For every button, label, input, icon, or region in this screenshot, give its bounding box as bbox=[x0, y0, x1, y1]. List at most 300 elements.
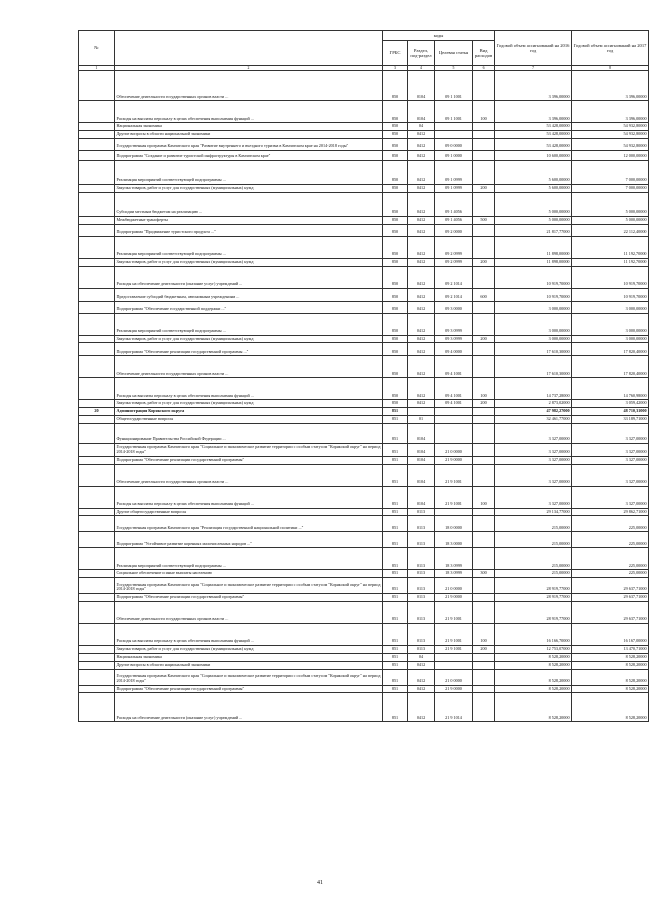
row-number bbox=[79, 669, 115, 685]
row-name: Социальное обеспечение и иные выплаты населению bbox=[115, 570, 383, 578]
row-section: 0113 bbox=[408, 532, 435, 548]
row-sum-2017: 225,00000 bbox=[572, 516, 649, 532]
row-name: Обеспечение деятельности государственных органов власти ... bbox=[115, 464, 383, 486]
row-sum-2017: 7 000,00000 bbox=[572, 185, 649, 193]
row-sum-2017: 3 396,00000 bbox=[572, 71, 649, 101]
row-number bbox=[79, 258, 115, 266]
row-section: 0412 bbox=[408, 236, 435, 258]
row-section: 0412 bbox=[408, 266, 435, 288]
row-number bbox=[79, 443, 115, 456]
row-sum-2016: 3 000,00000 bbox=[495, 313, 572, 335]
row-name: Подпрограмма "Обеспечение государственной поддержки ..." bbox=[115, 301, 383, 313]
row-grbs: 850 bbox=[383, 192, 408, 216]
row-expense-type bbox=[473, 456, 495, 464]
row-target-article: 09 1 1001 bbox=[435, 71, 473, 101]
row-number: 20 bbox=[79, 408, 115, 416]
row-section: 0113 bbox=[408, 602, 435, 624]
row-name: Национальная экономика bbox=[115, 653, 383, 661]
row-section: 0113 bbox=[408, 548, 435, 570]
header-index: 3 bbox=[383, 66, 408, 71]
row-expense-type bbox=[473, 192, 495, 216]
row-sum-2017: 3 000,00000 bbox=[572, 301, 649, 313]
row-grbs: 850 bbox=[383, 185, 408, 193]
row-number bbox=[79, 192, 115, 216]
header-index: 4 bbox=[408, 66, 435, 71]
row-target-article: 21 9 1001 bbox=[435, 624, 473, 646]
row-target-article: 18 3 0999 bbox=[435, 570, 473, 578]
row-sum-2017: 8 528,20000 bbox=[572, 653, 649, 661]
header-index: 5 bbox=[435, 66, 473, 71]
row-expense-type: 100 bbox=[473, 624, 495, 646]
table-row bbox=[79, 236, 649, 258]
row-expense-type: 600 bbox=[473, 288, 495, 301]
row-number bbox=[79, 653, 115, 661]
row-sum-2017: 29 637,71000 bbox=[572, 602, 649, 624]
row-section: 0104 bbox=[408, 101, 435, 123]
row-sum-2017: 225,00000 bbox=[572, 532, 649, 548]
row-expense-type: 100 bbox=[473, 101, 495, 123]
table-row bbox=[79, 400, 649, 408]
row-sum-2016: 53 428,00000 bbox=[495, 131, 572, 139]
row-grbs: 851 bbox=[383, 578, 408, 594]
row-target-article: 21 9 1001 bbox=[435, 646, 473, 654]
row-target-article: 09 0 0000 bbox=[435, 139, 473, 151]
row-section: 0104 bbox=[408, 423, 435, 443]
table-row bbox=[79, 301, 649, 313]
row-target-article: 09 4 1001 bbox=[435, 378, 473, 400]
row-target-article: 09 1 0000 bbox=[435, 151, 473, 161]
row-grbs: 851 bbox=[383, 602, 408, 624]
row-name: Государственная программа Камчатского края "Социальное и экономическое развитие территории с особым статусом "Корякский округ" на период 2014-2018 годы" bbox=[115, 443, 383, 456]
row-name: Другие вопросы в области национальной экономики bbox=[115, 131, 383, 139]
page-number: 41 bbox=[317, 880, 323, 886]
row-grbs: 851 bbox=[383, 415, 408, 423]
row-target-article bbox=[435, 408, 473, 416]
header-sum-2016: Годовой объем ассигнований на 2016 год bbox=[495, 31, 572, 66]
row-name: Функционирование Правительства Российской Федерации ... bbox=[115, 423, 383, 443]
row-section: 0113 bbox=[408, 516, 435, 532]
row-number bbox=[79, 378, 115, 400]
row-sum-2016: 3 327,00000 bbox=[495, 486, 572, 508]
row-name: Государственная программа Камчатского края "Реализация государственной национальной политики ..." bbox=[115, 516, 383, 532]
row-name: Расходы на выплаты персоналу в целях обеспечения выполнения функций ... bbox=[115, 378, 383, 400]
row-sum-2016: 28 919,77000 bbox=[495, 602, 572, 624]
row-grbs: 851 bbox=[383, 594, 408, 602]
budget-table bbox=[78, 30, 649, 722]
row-name: Реализация мероприятий соответствующей подпрограммы ... bbox=[115, 236, 383, 258]
row-sum-2017: 12 000,00000 bbox=[572, 151, 649, 161]
row-sum-2017: 33 189,71000 bbox=[572, 415, 649, 423]
row-number bbox=[79, 570, 115, 578]
row-sum-2016: 53 428,00000 bbox=[495, 123, 572, 131]
row-sum-2016: 21 817,77000 bbox=[495, 224, 572, 236]
row-sum-2016: 47 982,27000 bbox=[495, 408, 572, 416]
row-sum-2017: 8 528,20000 bbox=[572, 693, 649, 722]
row-number bbox=[79, 356, 115, 378]
row-expense-type bbox=[473, 685, 495, 693]
table-row bbox=[79, 192, 649, 216]
row-name: Межбюджетные трансферты bbox=[115, 216, 383, 224]
row-grbs: 850 bbox=[383, 151, 408, 161]
row-number bbox=[79, 685, 115, 693]
row-section: 0412 bbox=[408, 192, 435, 216]
header-index: 1 bbox=[79, 66, 115, 71]
row-section: 04 bbox=[408, 653, 435, 661]
row-grbs: 851 bbox=[383, 408, 408, 416]
table-row bbox=[79, 408, 649, 416]
row-expense-type bbox=[473, 71, 495, 101]
row-sum-2016: 10 600,00000 bbox=[495, 151, 572, 161]
row-sum-2016: 14 737,28000 bbox=[495, 378, 572, 400]
row-number bbox=[79, 415, 115, 423]
row-sum-2017: 29 637,71000 bbox=[572, 578, 649, 594]
row-number bbox=[79, 532, 115, 548]
row-name: Закупка товаров, работ и услуг для государственных (муниципальных) нужд bbox=[115, 335, 383, 343]
row-name: Расходы на выплаты персоналу в целях обеспечения выполнения функций ... bbox=[115, 101, 383, 123]
row-sum-2017: 54 932,80000 bbox=[572, 123, 649, 131]
row-target-article: 21 9 0000 bbox=[435, 594, 473, 602]
row-number bbox=[79, 646, 115, 654]
header-index: 7 bbox=[495, 66, 572, 71]
row-sum-2017: 22 112,40000 bbox=[572, 224, 649, 236]
row-expense-type bbox=[473, 161, 495, 185]
row-sum-2017: 8 528,20000 bbox=[572, 685, 649, 693]
row-grbs: 850 bbox=[383, 356, 408, 378]
row-sum-2016: 3 000,00000 bbox=[495, 335, 572, 343]
row-target-article: 09 2 1014 bbox=[435, 288, 473, 301]
row-grbs: 851 bbox=[383, 669, 408, 685]
row-expense-type bbox=[473, 236, 495, 258]
header-index: 2 bbox=[115, 66, 383, 71]
row-section bbox=[408, 408, 435, 416]
row-sum-2017: 29 862,71000 bbox=[572, 508, 649, 516]
row-section: 0113 bbox=[408, 578, 435, 594]
row-expense-type bbox=[473, 594, 495, 602]
row-expense-type bbox=[473, 343, 495, 356]
row-name: Другие общегосударственные вопросы bbox=[115, 508, 383, 516]
row-expense-type bbox=[473, 356, 495, 378]
row-name: Государственная программа Камчатского края "Социальное и экономическое развитие территории с особым статусом "Корякский округ" на период 2014-2018 годы" bbox=[115, 578, 383, 594]
row-grbs: 850 bbox=[383, 71, 408, 101]
row-name: Закупка товаров, работ и услуг для государственных (муниципальных) нужд bbox=[115, 400, 383, 408]
row-number bbox=[79, 123, 115, 131]
row-number bbox=[79, 151, 115, 161]
row-section: 0412 bbox=[408, 216, 435, 224]
row-expense-type bbox=[473, 548, 495, 570]
row-expense-type bbox=[473, 508, 495, 516]
row-target-article: 21 9 0000 bbox=[435, 685, 473, 693]
row-number bbox=[79, 516, 115, 532]
row-expense-type bbox=[473, 408, 495, 416]
row-section: 0412 bbox=[408, 224, 435, 236]
header-grbs: ГРБС bbox=[383, 41, 408, 66]
row-sum-2017: 3 396,00000 bbox=[572, 101, 649, 123]
row-sum-2017: 16 167,00000 bbox=[572, 624, 649, 646]
row-section: 0412 bbox=[408, 685, 435, 693]
row-expense-type bbox=[473, 415, 495, 423]
table-row bbox=[79, 602, 649, 624]
row-target-article bbox=[435, 123, 473, 131]
row-sum-2017: 225,00000 bbox=[572, 570, 649, 578]
row-expense-type bbox=[473, 151, 495, 161]
table-row bbox=[79, 151, 649, 161]
row-section: 0113 bbox=[408, 624, 435, 646]
table-row bbox=[79, 415, 649, 423]
row-grbs: 851 bbox=[383, 508, 408, 516]
row-grbs: 851 bbox=[383, 685, 408, 693]
table-row bbox=[79, 532, 649, 548]
table-row bbox=[79, 685, 649, 693]
row-section: 0412 bbox=[408, 288, 435, 301]
row-number bbox=[79, 236, 115, 258]
row-expense-type bbox=[473, 423, 495, 443]
header-codes: коды bbox=[383, 31, 495, 41]
row-grbs: 851 bbox=[383, 456, 408, 464]
row-target-article bbox=[435, 508, 473, 516]
row-number bbox=[79, 400, 115, 408]
table-row bbox=[79, 335, 649, 343]
row-number bbox=[79, 313, 115, 335]
row-target-article: 18 3 0000 bbox=[435, 532, 473, 548]
row-section: 0113 bbox=[408, 570, 435, 578]
row-name: Подпрограмма "Продвижение туристского продукта ..." bbox=[115, 224, 383, 236]
row-number bbox=[79, 594, 115, 602]
table-row bbox=[79, 456, 649, 464]
table-row bbox=[79, 464, 649, 486]
table-row bbox=[79, 123, 649, 131]
row-number bbox=[79, 624, 115, 646]
row-number bbox=[79, 266, 115, 288]
table-row bbox=[79, 266, 649, 288]
row-name: Государственная программа Камчатского края "Развитие внутреннего и въездного туризма в Камчатском крае на 2014-2018 годы" bbox=[115, 139, 383, 151]
row-grbs: 850 bbox=[383, 131, 408, 139]
row-name: Реализация мероприятий соответствующей подпрограммы ... bbox=[115, 161, 383, 185]
row-section: 0412 bbox=[408, 378, 435, 400]
row-grbs: 851 bbox=[383, 464, 408, 486]
row-sum-2017: 3 000,00000 bbox=[572, 313, 649, 335]
row-section: 0412 bbox=[408, 669, 435, 685]
row-target-article: 18 0 0000 bbox=[435, 516, 473, 532]
table-row bbox=[79, 653, 649, 661]
table-row bbox=[79, 646, 649, 654]
row-section: 0412 bbox=[408, 661, 435, 669]
row-sum-2017: 54 932,80000 bbox=[572, 139, 649, 151]
row-section: 0412 bbox=[408, 139, 435, 151]
row-name: Реализация мероприятий соответствующей подпрограммы ... bbox=[115, 548, 383, 570]
budget-table-sheet bbox=[78, 30, 647, 722]
table-row bbox=[79, 161, 649, 185]
row-sum-2017: 11 192,70000 bbox=[572, 258, 649, 266]
row-section: 04 bbox=[408, 123, 435, 131]
table-row bbox=[79, 313, 649, 335]
row-sum-2017: 10 919,70000 bbox=[572, 288, 649, 301]
row-grbs: 851 bbox=[383, 693, 408, 722]
row-sum-2016: 5 000,00000 bbox=[495, 216, 572, 224]
row-section: 0412 bbox=[408, 693, 435, 722]
table-row bbox=[79, 570, 649, 578]
row-section: 0412 bbox=[408, 343, 435, 356]
row-sum-2017: 3 327,00000 bbox=[572, 456, 649, 464]
row-expense-type: 100 bbox=[473, 378, 495, 400]
row-target-article: 09 3 0999 bbox=[435, 335, 473, 343]
row-section: 0412 bbox=[408, 131, 435, 139]
row-sum-2017: 3 059,42000 bbox=[572, 400, 649, 408]
row-number bbox=[79, 464, 115, 486]
table-row bbox=[79, 548, 649, 570]
row-sum-2016: 8 528,20000 bbox=[495, 685, 572, 693]
row-expense-type: 500 bbox=[473, 216, 495, 224]
row-number bbox=[79, 101, 115, 123]
row-number bbox=[79, 224, 115, 236]
row-name: Расходы на обеспечение деятельности (оказание услуг) учреждений ... bbox=[115, 693, 383, 722]
row-grbs: 850 bbox=[383, 123, 408, 131]
row-sum-2016: 29 134,77000 bbox=[495, 508, 572, 516]
row-name: Подпрограмма "Обеспечение реализации государственной программы ..." bbox=[115, 343, 383, 356]
table-row bbox=[79, 378, 649, 400]
table-row bbox=[79, 443, 649, 456]
row-sum-2017: 3 327,00000 bbox=[572, 443, 649, 456]
row-sum-2016: 17 610,30000 bbox=[495, 356, 572, 378]
row-section: 0412 bbox=[408, 356, 435, 378]
row-name: Расходы на обеспечение деятельности (оказание услуг) учреждений ... bbox=[115, 266, 383, 288]
table-body bbox=[79, 71, 649, 722]
row-name: Подпрограмма "Обеспечение реализации государственной программы" bbox=[115, 594, 383, 602]
row-expense-type bbox=[473, 224, 495, 236]
row-sum-2017: 3 327,00000 bbox=[572, 423, 649, 443]
table-row bbox=[79, 71, 649, 101]
table-row bbox=[79, 508, 649, 516]
row-target-article bbox=[435, 423, 473, 443]
row-target-article: 09 2 0000 bbox=[435, 224, 473, 236]
row-sum-2016: 5 600,00000 bbox=[495, 161, 572, 185]
table-row bbox=[79, 486, 649, 508]
row-sum-2016: 8 528,20000 bbox=[495, 669, 572, 685]
row-name: Общегосударственные вопросы bbox=[115, 415, 383, 423]
row-target-article: 09 4 1001 bbox=[435, 400, 473, 408]
row-sum-2017: 5 000,00000 bbox=[572, 192, 649, 216]
row-number bbox=[79, 131, 115, 139]
row-grbs: 850 bbox=[383, 258, 408, 266]
row-section: 0104 bbox=[408, 71, 435, 101]
row-sum-2017: 29 637,71000 bbox=[572, 594, 649, 602]
row-number bbox=[79, 288, 115, 301]
row-grbs: 850 bbox=[383, 236, 408, 258]
table-row bbox=[79, 661, 649, 669]
row-sum-2016: 28 919,77000 bbox=[495, 578, 572, 594]
row-section: 0412 bbox=[408, 258, 435, 266]
row-section: 0104 bbox=[408, 456, 435, 464]
row-sum-2016: 10 919,70000 bbox=[495, 288, 572, 301]
row-expense-type bbox=[473, 516, 495, 532]
row-target-article: 21 0 0000 bbox=[435, 669, 473, 685]
table-row bbox=[79, 669, 649, 685]
row-sum-2016: 8 528,20000 bbox=[495, 653, 572, 661]
row-name: Подпрограмма "Обеспечение реализации государственной программы" bbox=[115, 456, 383, 464]
row-sum-2016: 2 873,02000 bbox=[495, 400, 572, 408]
row-target-article: 09 4 1001 bbox=[435, 356, 473, 378]
header-number: № bbox=[79, 31, 115, 66]
row-name: Обеспечение деятельности государственных органов власти ... bbox=[115, 602, 383, 624]
header-index: 8 bbox=[572, 66, 649, 71]
row-section: 0412 bbox=[408, 313, 435, 335]
table-row bbox=[79, 216, 649, 224]
row-grbs: 850 bbox=[383, 266, 408, 288]
row-target-article: 09 1 4056 bbox=[435, 216, 473, 224]
row-target-article: 18 3 0999 bbox=[435, 548, 473, 570]
row-number bbox=[79, 508, 115, 516]
row-number bbox=[79, 71, 115, 101]
row-number bbox=[79, 693, 115, 722]
header-target-article: Целевая статья bbox=[435, 41, 473, 66]
row-sum-2017: 17 820,40000 bbox=[572, 356, 649, 378]
row-number bbox=[79, 139, 115, 151]
row-expense-type: 200 bbox=[473, 185, 495, 193]
row-sum-2017: 8 528,20000 bbox=[572, 669, 649, 685]
row-sum-2016: 3 327,00000 bbox=[495, 456, 572, 464]
row-sum-2016: 16 166,70000 bbox=[495, 624, 572, 646]
row-target-article: 21 0 0000 bbox=[435, 443, 473, 456]
row-sum-2016: 53 428,00000 bbox=[495, 139, 572, 151]
row-target-article: 21 0 0000 bbox=[435, 578, 473, 594]
row-section: 0113 bbox=[408, 508, 435, 516]
row-name: Закупка товаров, работ и услуг для государственных (муниципальных) нужд bbox=[115, 646, 383, 654]
row-section: 0113 bbox=[408, 594, 435, 602]
row-number bbox=[79, 661, 115, 669]
row-name: Обеспечение деятельности государственных органов власти ... bbox=[115, 356, 383, 378]
row-target-article bbox=[435, 131, 473, 139]
row-expense-type bbox=[473, 693, 495, 722]
row-grbs: 850 bbox=[383, 288, 408, 301]
row-number bbox=[79, 602, 115, 624]
row-name: Государственная программа Камчатского края "Социальное и экономическое развитие территории с особым статусом "Корякский округ" на период 2014-2018 годы" bbox=[115, 669, 383, 685]
row-number bbox=[79, 423, 115, 443]
row-target-article: 21 9 1001 bbox=[435, 486, 473, 508]
row-number bbox=[79, 578, 115, 594]
row-sum-2016: 3 396,00000 bbox=[495, 71, 572, 101]
row-sum-2016: 11 898,00000 bbox=[495, 258, 572, 266]
row-target-article: 09 2 0999 bbox=[435, 258, 473, 266]
header-section: Раздел, под-раздел bbox=[408, 41, 435, 66]
row-target-article: 09 1 0999 bbox=[435, 161, 473, 185]
row-section: 0412 bbox=[408, 161, 435, 185]
row-grbs: 850 bbox=[383, 343, 408, 356]
row-target-article: 09 2 1014 bbox=[435, 266, 473, 288]
row-grbs: 850 bbox=[383, 301, 408, 313]
table-row bbox=[79, 258, 649, 266]
row-sum-2016: 215,00000 bbox=[495, 548, 572, 570]
row-expense-type bbox=[473, 139, 495, 151]
table-row bbox=[79, 224, 649, 236]
row-grbs: 850 bbox=[383, 313, 408, 335]
row-name: Реализация мероприятий соответствующей подпрограммы ... bbox=[115, 313, 383, 335]
table-row bbox=[79, 693, 649, 722]
row-sum-2016: 10 919,70000 bbox=[495, 266, 572, 288]
row-grbs: 851 bbox=[383, 548, 408, 570]
row-target-article bbox=[435, 653, 473, 661]
row-number bbox=[79, 185, 115, 193]
row-section: 0412 bbox=[408, 151, 435, 161]
row-sum-2016: 215,00000 bbox=[495, 532, 572, 548]
row-sum-2017: 48 710,31000 bbox=[572, 408, 649, 416]
row-sum-2016: 215,00000 bbox=[495, 570, 572, 578]
row-grbs: 850 bbox=[383, 335, 408, 343]
row-grbs: 851 bbox=[383, 423, 408, 443]
row-sum-2017: 14 760,98000 bbox=[572, 378, 649, 400]
row-expense-type bbox=[473, 653, 495, 661]
row-expense-type: 200 bbox=[473, 400, 495, 408]
table-row bbox=[79, 356, 649, 378]
row-name: Национальная экономика bbox=[115, 123, 383, 131]
